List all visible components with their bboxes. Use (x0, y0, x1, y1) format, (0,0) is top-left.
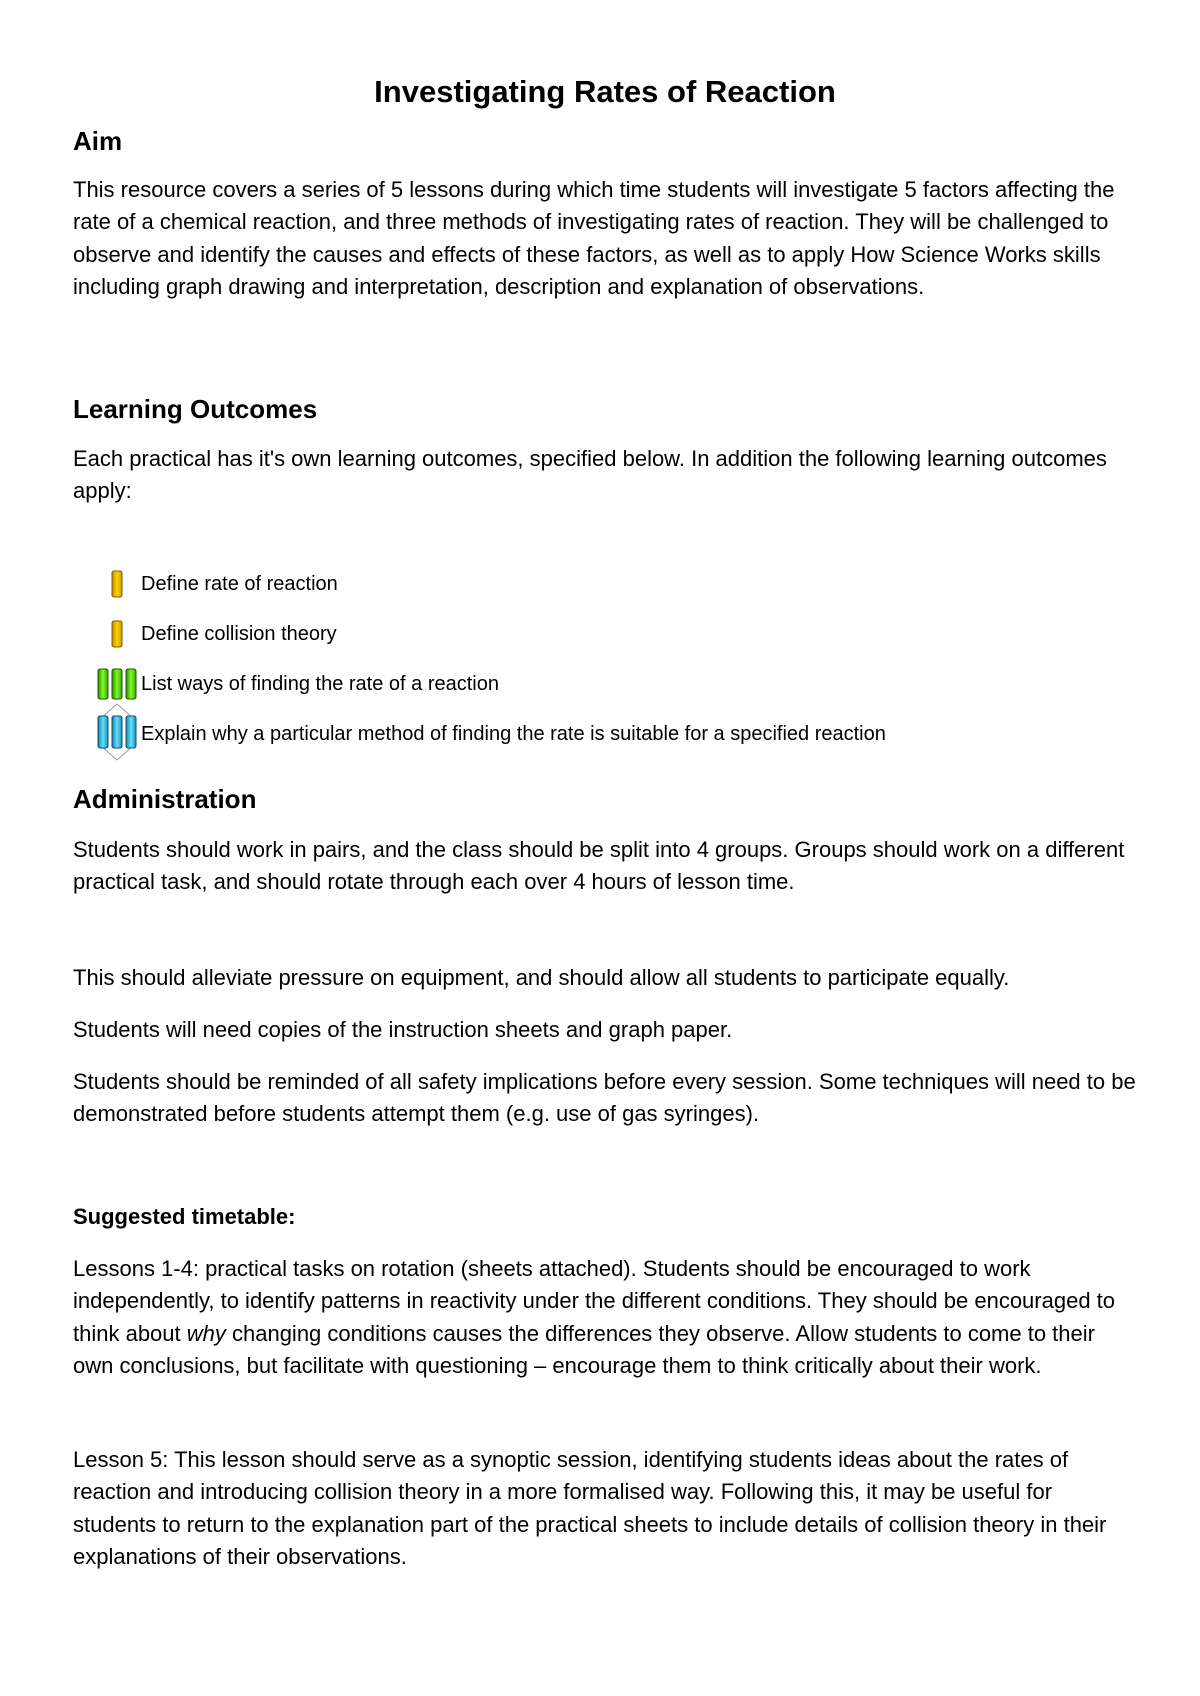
aim-paragraph: This resource covers a series of 5 lessons during which time students will investigate 5 factors affecting the rate of a chemical reaction, and three methods of investigating rates of reaction. They will be challenged to observe and identify the causes and effects of these factors, as well as to apply How Science Works skills including graph drawing and interpretation, description and explanation of observations. (73, 177, 1115, 299)
learning-outcomes-heading: Learning Outcomes (73, 394, 318, 424)
administration-paragraph: Students will need copies of the instruction sheets and graph paper. (73, 1017, 733, 1042)
learning-outcomes-intro: Each practical has it's own learning outcomes, specified below. In addition the following learning outcomes apply: (73, 446, 1107, 504)
emphasis-text: why (186, 1320, 226, 1346)
outcome-item (95, 612, 337, 656)
blue-crystal-icon (95, 712, 139, 756)
outcome-item (95, 662, 499, 706)
outcome-text: List ways of finding the rate of a reaction (141, 673, 499, 695)
timetable-lessons-1-4 (73, 1253, 1137, 1382)
timetable-lesson-5: Lesson 5: This lesson should serve as a synoptic session, identifying students ideas about the rates of reaction and introducing collision theory in a more formalised way. Following this, it may be useful for students to return to the explanation part of the practical sheets to include details of collision theory in their explanations of their observations. (73, 1447, 1107, 1569)
administration-paragraph: Students should be reminded of all safety implications before every session. Some techniques will need to be demonstrated before students attempt them (e.g. use of gas syringes). (73, 1069, 1136, 1127)
aim-heading: Aim (73, 126, 123, 156)
administration-paragraph: Students should work in pairs, and the class should be split into 4 groups. Groups should work on a different practical task, and should rotate through each over 4 hours of lesson time. (73, 837, 1125, 895)
green-bars-icon (95, 662, 139, 706)
outcome-text: Define rate of reaction (141, 573, 338, 595)
timetable-text: Lessons 1-4: practical tasks on rotation (sheets attached). Students should be encouraged to work independently, to identify patterns in reactivity under the different conditions. They should be encouraged to think about (73, 1256, 1116, 1346)
yellow-bar-icon (95, 562, 139, 606)
timetable-text: changing conditions causes the differences they observe. Allow students to come to their own conclusions, but facilitate with questioning – encourage them to think critically about their work. (73, 1320, 1095, 1378)
outcome-item (95, 712, 886, 756)
administration-paragraph: This should alleviate pressure on equipment, and should allow all students to participate equally. (73, 965, 1010, 990)
outcome-item (95, 562, 338, 606)
yellow-bar-icon (95, 612, 139, 656)
outcome-text: Explain why a particular method of finding the rate is suitable for a specified reaction (141, 723, 886, 745)
document-title: Investigating Rates of Reaction (374, 74, 836, 109)
outcome-text: Define collision theory (141, 623, 337, 645)
timetable-heading: Suggested timetable: (73, 1204, 296, 1229)
administration-heading: Administration (73, 784, 257, 814)
